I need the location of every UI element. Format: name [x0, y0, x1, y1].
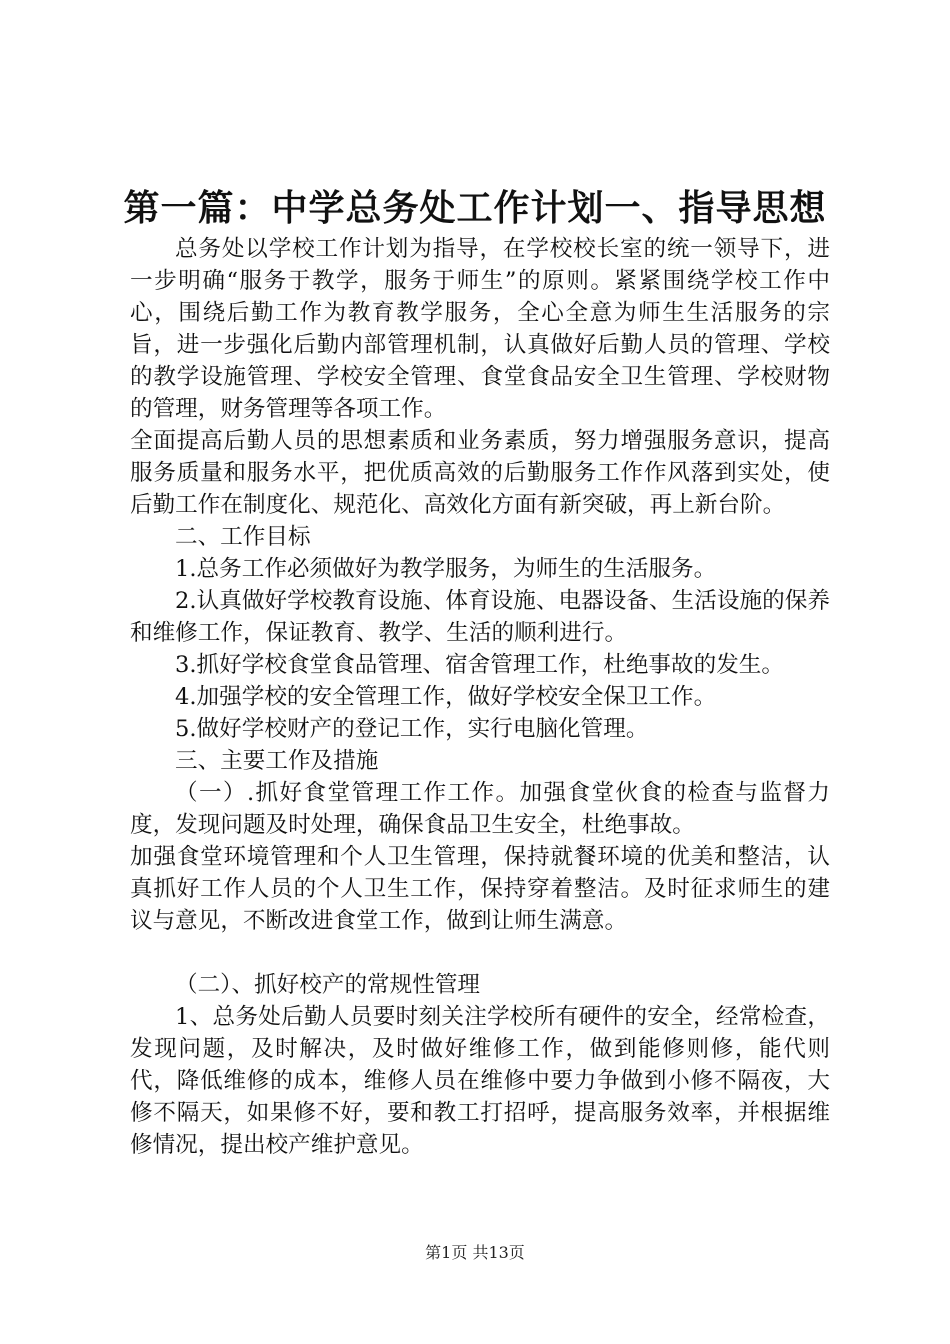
measure-canteen-environment: 加强食堂环境管理和个人卫生管理，保持就餐环境的优美和整洁，认真抓好工作人员的个人卫生工作，保持穿着整洁。及时征求师生的建议与意见，不断改进食堂工作，做到让师生满意。: [130, 844, 830, 934]
paragraph-guiding-ideology: 总务处以学校工作计划为指导，在学校校长室的统一领导下，进一步明确“服务于教学，服务于师生”的原则。紧紧围绕学校工作中心，围绕后勤工作为教育教学服务，全心全意为师生生活服务的宗旨，进一步强化后勤内部管理机制，认真做好后勤人员的管理、学校的教学设施管理、学校安全管理、食堂食品安全卫生管理、学校财物的管理，财务管理等各项工作。: [130, 236, 830, 422]
section-heading-measures: 三、主要工作及措施: [175, 748, 379, 774]
goal-item-2: 2.认真做好学校教育设施、体育设施、电器设备、生活设施的保养和维修工作，保证教育、教学、生活的顺利进行。: [130, 588, 830, 646]
goal-item-3: 3.抓好学校食堂食品管理、宿舍管理工作，杜绝事故的发生。: [175, 652, 784, 678]
measure-canteen-management: （一）.抓好食堂管理工作工作。加强食堂伙食的检查与监督力度，发现问题及时处理，确保食品卫生安全，杜绝事故。: [130, 780, 830, 838]
paragraph-quality-improvement: 全面提高后勤人员的思想素质和业务素质，努力增强服务意识，提高服务质量和服务水平，把优质高效的后勤服务工作作风落到实处，使后勤工作在制度化、规范化、高效化方面有新突破，再上新台阶。: [130, 428, 830, 518]
section-heading-goals: 二、工作目标: [175, 524, 311, 550]
goal-item-1: 1.总务工作必须做好为教学服务，为师生的生活服务。: [175, 556, 717, 582]
document-title: 第一篇：中学总务处工作计划一、指导思想: [123, 188, 827, 229]
page-footer: 第1页 共13页: [425, 1243, 525, 1262]
goal-item-5: 5.做好学校财产的登记工作，实行电脑化管理。: [175, 716, 649, 742]
paragraph-spacer: [130, 937, 830, 969]
document-body: [130, 233, 830, 1161]
measure-maintenance: 1、总务处后勤人员要时刻关注学校所有硬件的安全，经常检查，发现问题，及时解决，及时做好维修工作，做到能修则修，能代则代，降低维修的成本，维修人员在维修中要力争做到小修不隔夜，大修不隔天，如果修不好，要和教工打招呼，提高服务效率，并根据维修情况，提出校产维护意见。: [130, 1004, 830, 1158]
subsection-heading-school-property: （二）、抓好校产的常规性管理: [175, 972, 481, 998]
goal-item-4: 4.加强学校的安全管理工作，做好学校安全保卫工作。: [175, 684, 717, 710]
